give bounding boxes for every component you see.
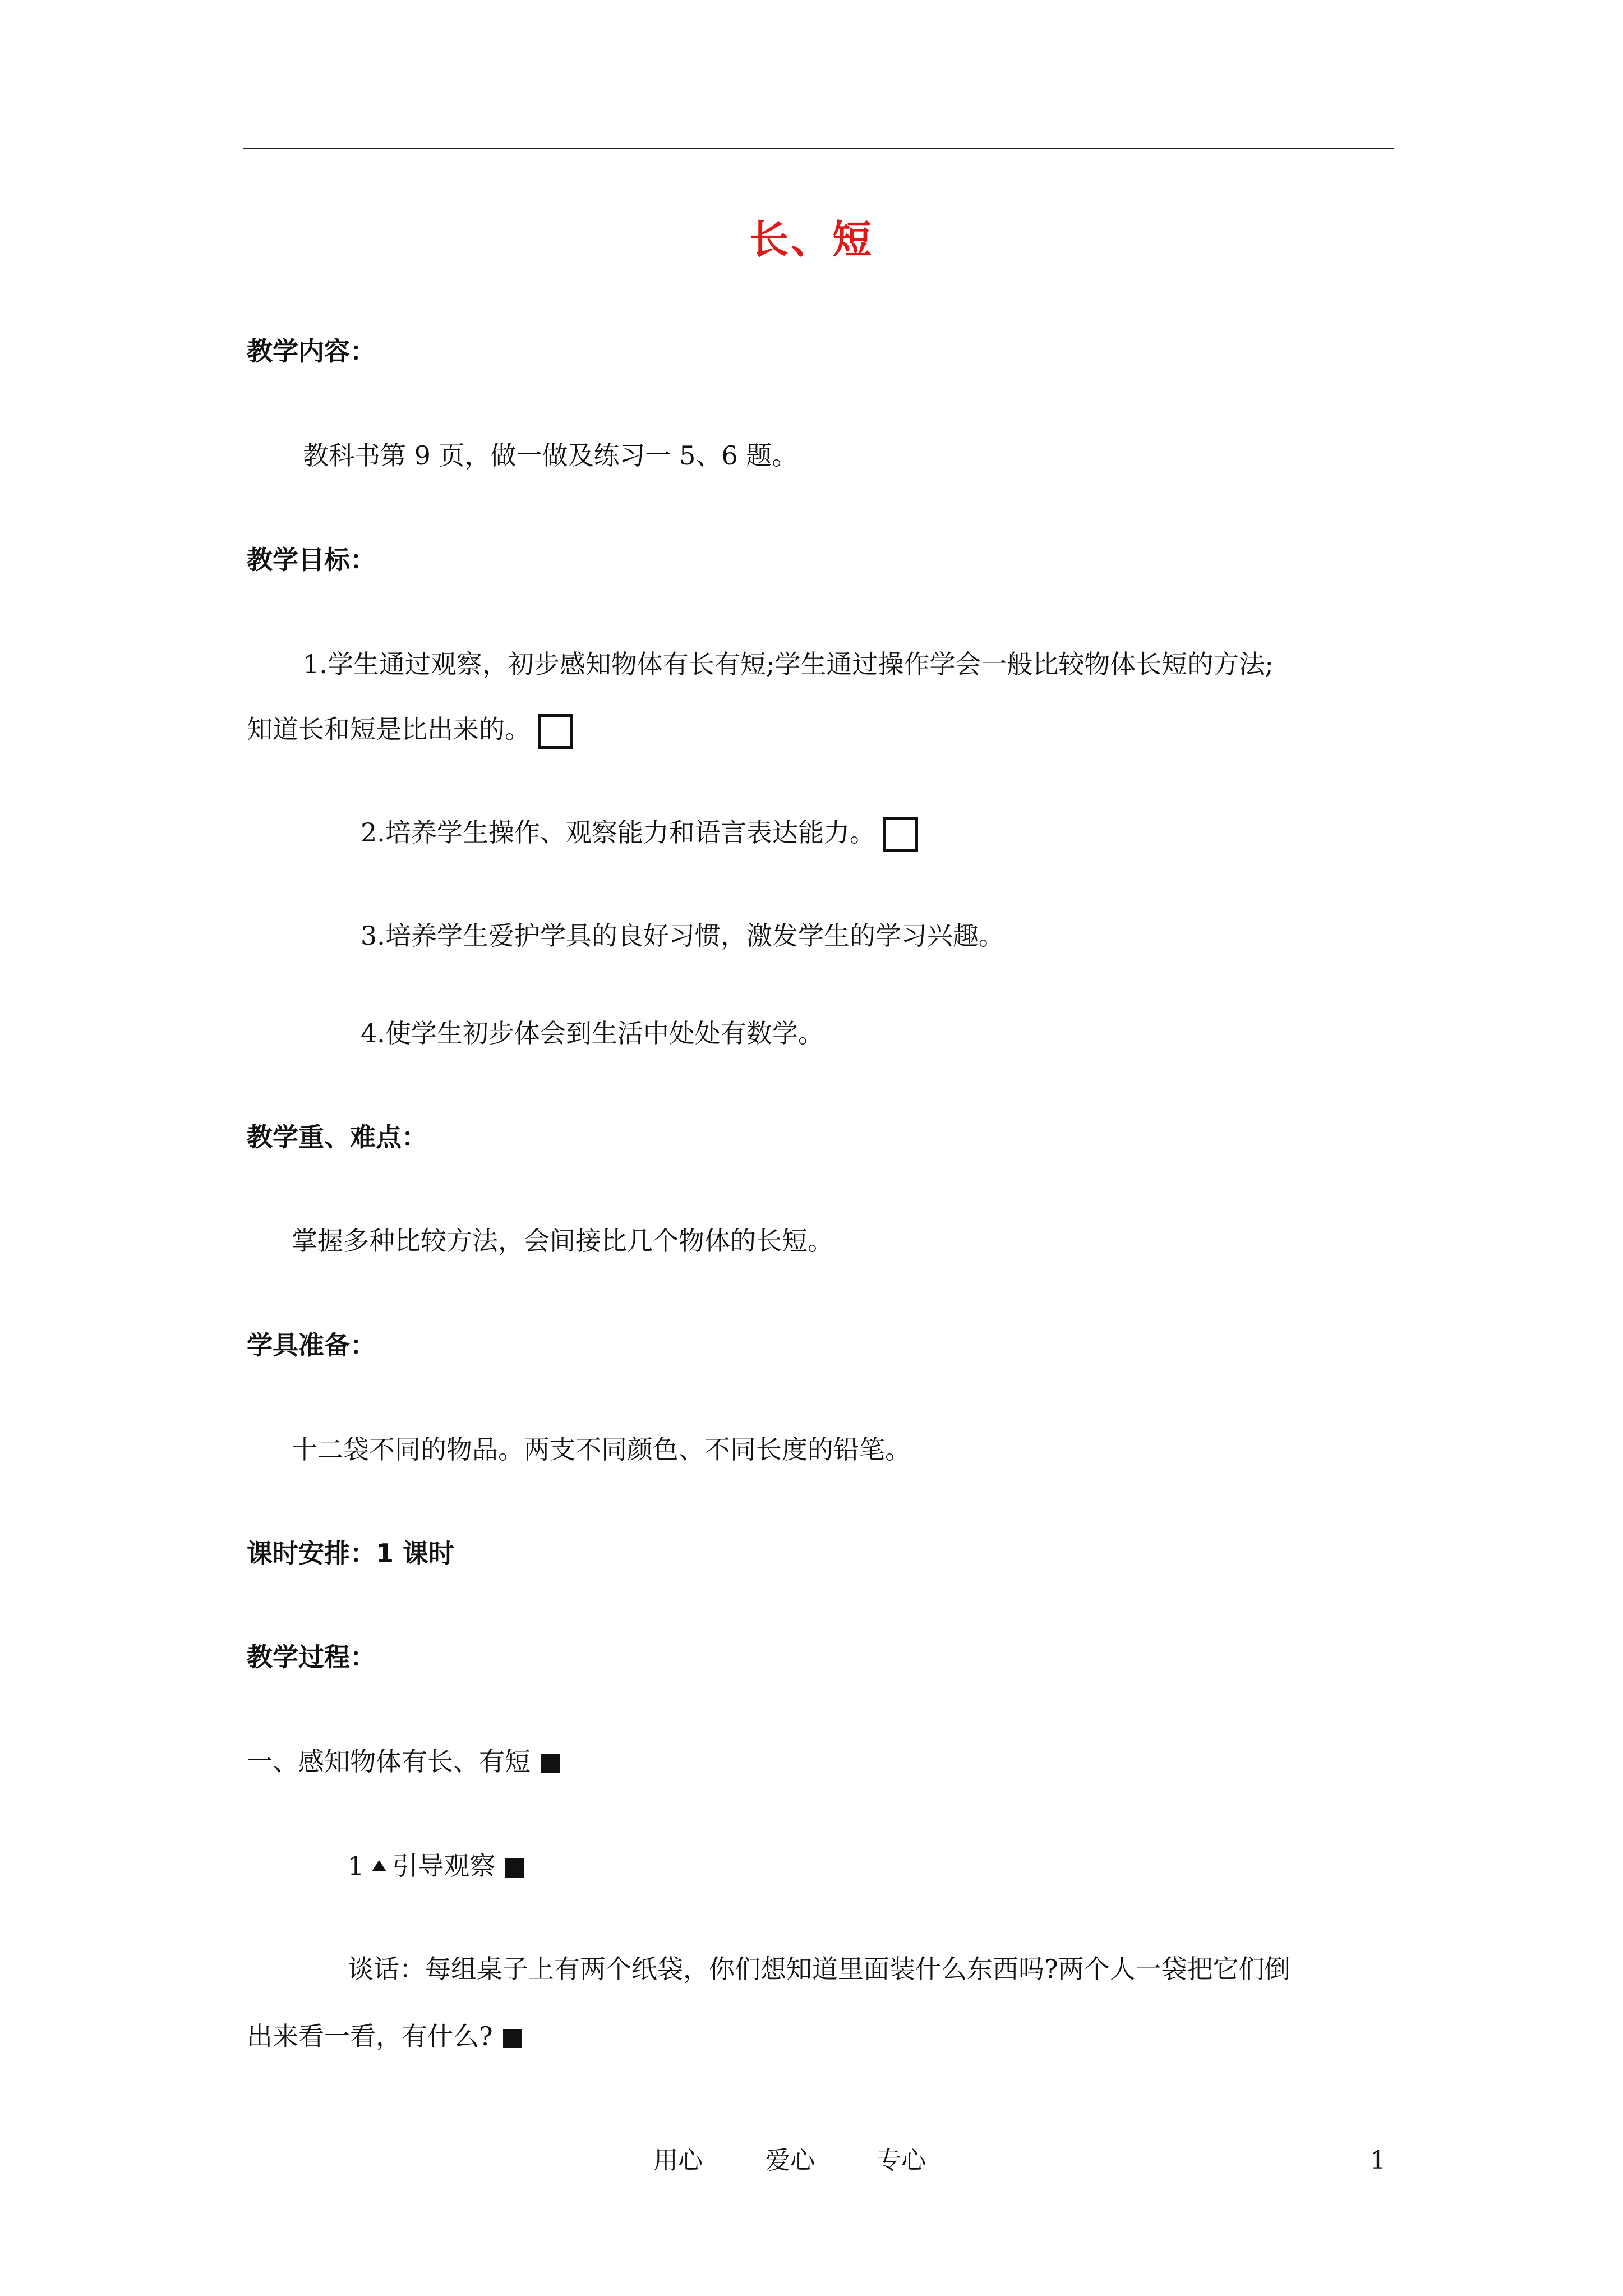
- page-number: 1: [1370, 2146, 1386, 2175]
- header-rule: [243, 148, 1394, 149]
- black-square-mark: [503, 2029, 522, 2048]
- heading-teaching-content: 教学内容：: [247, 336, 376, 366]
- empty-box-mark: [883, 817, 918, 852]
- part-1-text: 一、感知物体有长、有短: [247, 1746, 531, 1777]
- empty-box-mark: [538, 714, 573, 749]
- document-title: 长、短: [749, 216, 874, 263]
- goal-4: 4.使学生初步体会到生活中处处有数学。: [361, 1018, 824, 1048]
- footer-motto-2: 爱心: [766, 2146, 815, 2175]
- schedule: 课时安排：1 课时: [247, 1538, 455, 1568]
- heading-key-points: 教学重、难点：: [247, 1122, 427, 1152]
- talk-line-2-text: 出来看一看，有什么?: [247, 2021, 493, 2051]
- black-square-mark: [505, 1858, 524, 1878]
- goal-1-line-1: 1.学生通过观察，初步感知物体有长有短;学生通过操作学会一般比较物体长短的方法;: [303, 649, 1274, 679]
- teaching-content-text: 教科书第 9 页，做一做及练习一 5、6 题。: [303, 440, 798, 471]
- talk-line-2: [247, 2018, 522, 2054]
- goal-3: 3.培养学生爱护学具的良好习惯，激发学生的学习兴趣。: [361, 921, 1004, 951]
- heading-materials: 学具准备：: [247, 1330, 376, 1360]
- goal-2-text: 2.培养学生操作、观察能力和语言表达能力。: [361, 817, 875, 848]
- materials-text: 十二袋不同的物品。两支不同颜色、不同长度的铅笔。: [292, 1434, 911, 1465]
- heading-teaching-process: 教学过程：: [247, 1642, 376, 1672]
- goal-2: [361, 815, 918, 852]
- black-square-mark: [541, 1754, 560, 1773]
- talk-line-1: 谈话：每组桌子上有两个纸袋，你们想知道里面装什么东西吗?两个人一袋把它们倒: [348, 1954, 1290, 1984]
- part-1-heading: [247, 1743, 560, 1779]
- step-1-number: 1: [348, 1851, 365, 1881]
- step-1-label: 引导观察: [392, 1851, 496, 1881]
- footer-motto-1: 用心: [653, 2146, 703, 2175]
- caret-mark: [372, 1860, 386, 1871]
- key-points-text: 掌握多种比较方法，会间接比几个物体的长短。: [292, 1226, 833, 1256]
- heading-teaching-goals: 教学目标：: [247, 545, 376, 575]
- step-1: [348, 1848, 524, 1884]
- goal-1-line-2-text: 知道长和短是比出来的。: [247, 714, 531, 744]
- footer-motto-3: 专心: [877, 2146, 926, 2175]
- goal-1-line-2: [247, 711, 573, 749]
